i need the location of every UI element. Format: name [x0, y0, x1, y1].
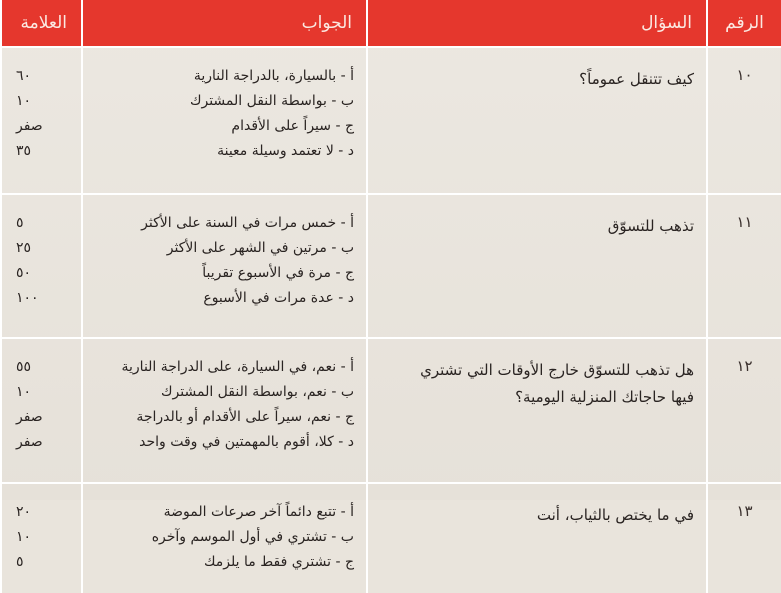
score-value: ٦٠	[16, 68, 32, 84]
table-row	[1, 338, 781, 483]
question-number: ١٠	[707, 47, 781, 194]
answer-options	[82, 194, 367, 338]
answer-option: أ - بالسيارة، بالدراجة النارية	[193, 68, 354, 84]
answer-option: د - كلا، أقوم بالمهمتين في وقت واحد	[139, 434, 354, 450]
answer-scores	[1, 483, 82, 593]
score-value: ١٠	[16, 384, 32, 400]
score-value: صفر	[16, 434, 43, 450]
question-text: تذهب للتسوّق	[367, 194, 707, 338]
question-text: كيف تتنقل عموماً؟	[367, 47, 707, 194]
score-value: صفر	[16, 409, 43, 425]
question-text: في ما يختص بالثياب، أنت	[367, 483, 707, 593]
score-value: ١٠	[16, 93, 32, 109]
answer-option: ج - مرة في الأسبوع تقريباً	[202, 265, 354, 281]
score-value: ٥٥	[16, 359, 32, 375]
answer-option: أ - تتبع دائماً آخر صرعات الموضة	[163, 504, 354, 520]
score-value: ٣٥	[16, 143, 32, 159]
answer-option: ب - نعم، بواسطة النقل المشترك	[161, 384, 354, 400]
answer-options	[82, 338, 367, 483]
question-number: ١٣	[707, 483, 781, 593]
answer-option: د - عدة مرات في الأسبوع	[203, 290, 354, 306]
table-row	[1, 483, 781, 593]
answer-option: ج - سيراً على الأقدام	[231, 118, 354, 134]
score-value: ٢٠	[16, 504, 32, 520]
answer-options	[82, 483, 367, 593]
header-score: العلامة	[1, 0, 82, 47]
score-value: ٢٥	[16, 240, 32, 256]
header-question: السؤال	[367, 0, 707, 47]
score-value: ٥	[16, 215, 24, 231]
answer-option: د - لا تعتمد وسيلة معينة	[217, 143, 354, 159]
table-row	[1, 47, 781, 194]
question-number: ١٢	[707, 338, 781, 483]
answer-option: أ - نعم، في السيارة، على الدراجة النارية	[121, 359, 354, 375]
table-header-row	[1, 0, 781, 47]
header-answer: الجواب	[82, 0, 367, 47]
answer-option: ب - مرتين في الشهر على الأكثر	[166, 240, 354, 256]
header-number: الرقم	[707, 0, 781, 47]
table-row	[1, 194, 781, 338]
answer-option: أ - خمس مرات في السنة على الأكثر	[141, 215, 354, 231]
score-value: ٥٠	[16, 265, 32, 281]
answer-option: ج - نعم، سيراً على الأقدام أو بالدراجة	[136, 409, 354, 425]
answer-scores	[1, 338, 82, 483]
answer-option: ب - تشتري في أول الموسم وآخره	[151, 529, 354, 545]
answer-option: ج - تشتري فقط ما يلزمك	[203, 554, 354, 570]
answer-scores	[1, 47, 82, 194]
score-value: ١٠٠	[16, 290, 39, 306]
score-value: ١٠	[16, 529, 32, 545]
answer-options	[82, 47, 367, 194]
answer-scores	[1, 194, 82, 338]
score-value: صفر	[16, 118, 43, 134]
question-number: ١١	[707, 194, 781, 338]
answer-option: ب - بواسطة النقل المشترك	[189, 93, 354, 109]
question-text: هل تذهب للتسوّق خارج الأوقات التي تشتري فيها حاجاتك المنزلية اليومية؟	[367, 338, 707, 483]
score-value: ٥	[16, 554, 24, 570]
